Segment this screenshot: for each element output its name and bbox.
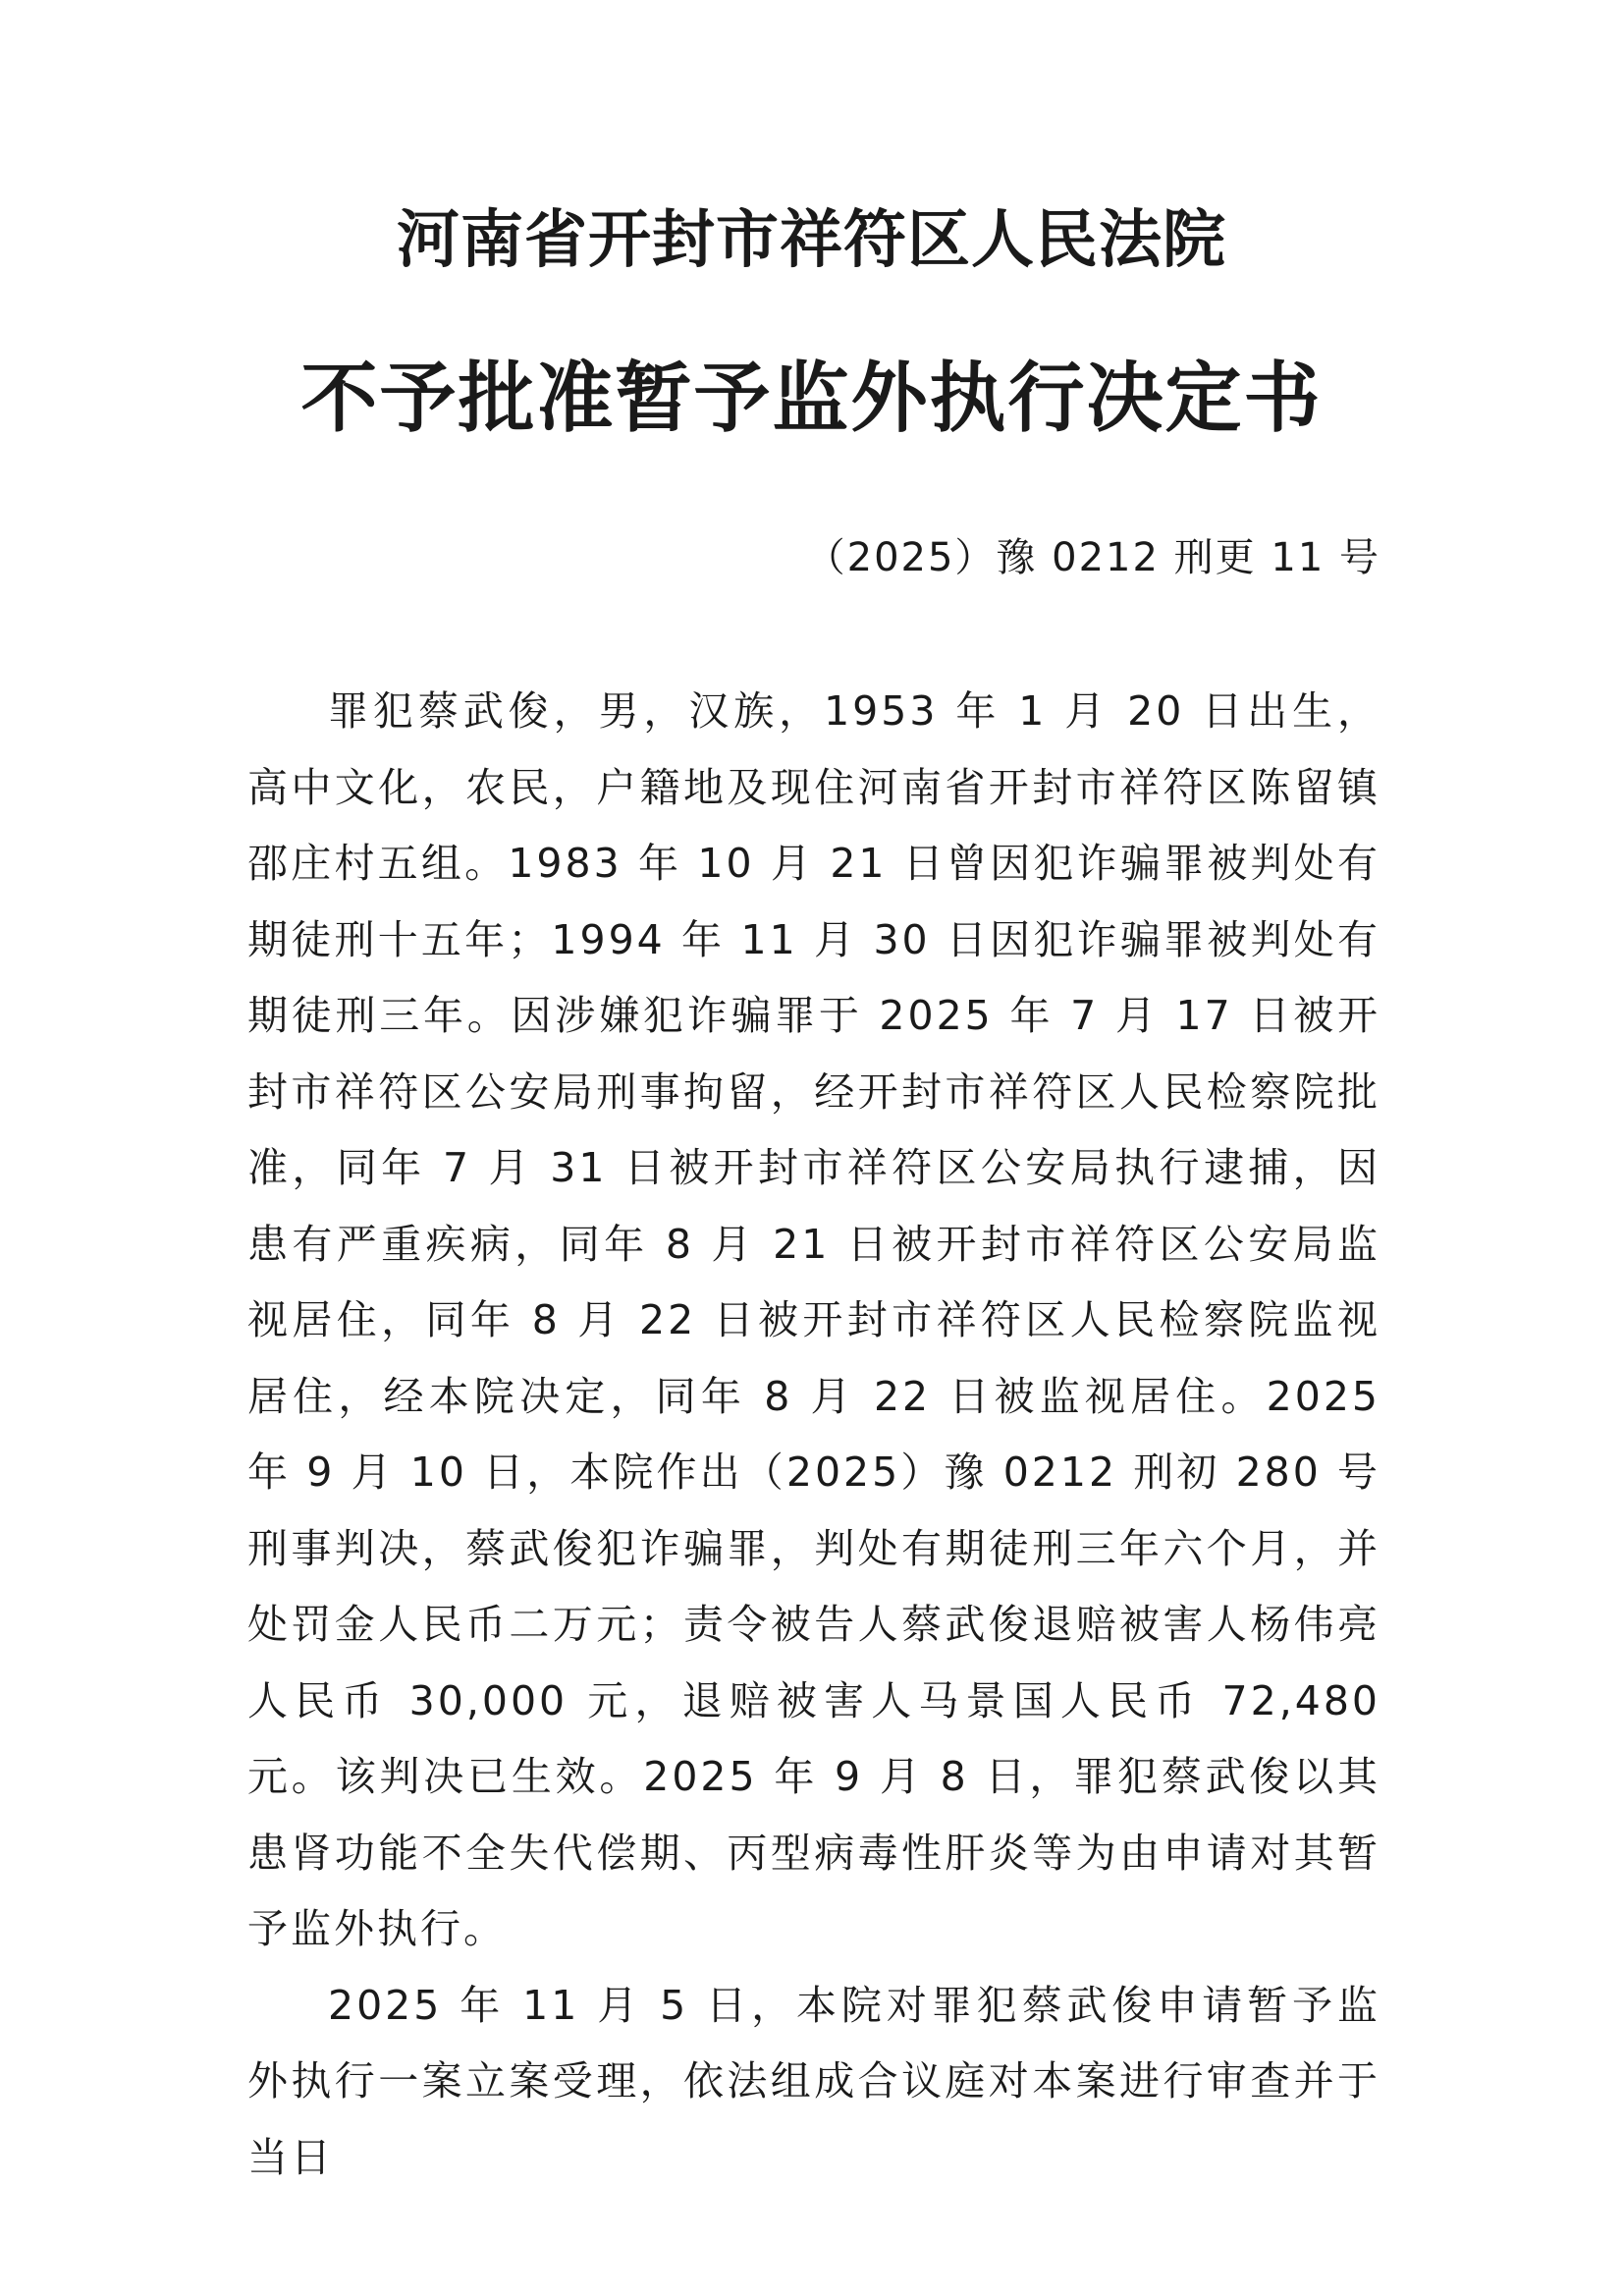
body-paragraph: 罪犯蔡武俊，男，汉族，1953 年 1 月 20 日出生，高中文化，农民，户籍地及现住河南省开封市祥符区陈留镇邵庄村五组。1983 年 10 月 21 日曾因犯诈骗罪被判处有期徒刑十五年；1994 年 11 月 30 日因犯诈骗罪被判处有期徒刑三年。因涉嫌犯诈骗罪于 2025 年 7 月 17 日被开封市祥符区公安局刑事拘留，经开封市祥符区人民检察院批准，同年 7 月 31 日被开封市祥符区公安局执行逮捕，因患有严重疾病，同年 8 月 21 日被开封市祥符区公安局监视居住，同年 8 月 22 日被开封市祥符区人民检察院监视居住，经本院决定，同年 8 月 22 日被监视居住。2025 年 9 月 10 日，本院作出（2025）豫 0212 刑初 280 号刑事判决，蔡武俊犯诈骗罪，判处有期徒刑三年六个月，并处罚金人民币二万元；责令被告人蔡武俊退赔被害人杨伟亮人民币 30,000 元，退赔被害人马景国人民币 72,480 元。该判决已生效。2025 年 9 月 8 日，罪犯蔡武俊以其患肾功能不全失代偿期、丙型病毒性肝炎等为由申请对其暂予监外执行。 (247, 687, 1380, 1952)
case-number: （2025）豫 0212 刑更 11 号 (805, 535, 1380, 580)
body-paragraph: 2025 年 11 月 5 日，本院对罪犯蔡武俊申请暂予监外执行一案立案受理，依法组成合议庭对本案进行审查并于当日 (247, 1981, 1380, 2181)
document-body (247, 674, 1380, 2196)
document-title: 不予批准暂予监外执行决定书 (300, 354, 1323, 443)
court-name: 河南省开封市祥符区人民法院 (397, 203, 1226, 277)
